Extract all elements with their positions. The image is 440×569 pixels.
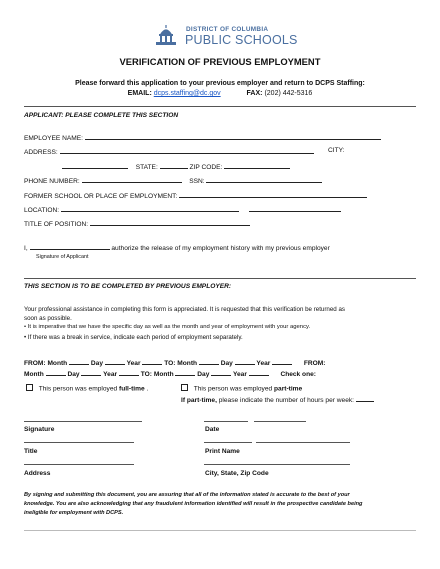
- full-time-prefix: This person was employed: [38, 385, 118, 393]
- footer-line-2: knowledge. You are also acknowledging that any fraudulent information identified will result in the prospective candidate being: [24, 501, 363, 507]
- full-time-label: full-time: [119, 385, 145, 393]
- former-school-row: [24, 191, 367, 200]
- from-month-label: FROM: Month: [24, 360, 68, 367]
- title-position-row: [24, 219, 250, 228]
- footer-line-3: ineligible for employment with DCPS.: [24, 510, 124, 516]
- phone-label: PHONE NUMBER:: [24, 178, 80, 185]
- city-state-zip-line[interactable]: [204, 464, 350, 465]
- month-field-2[interactable]: [46, 369, 66, 376]
- phone-row: [24, 176, 322, 185]
- from-month-field[interactable]: [69, 358, 89, 365]
- month-label-2: Month: [24, 371, 44, 378]
- check-one-label: Check one:: [280, 371, 316, 378]
- date-label: Date: [205, 426, 220, 433]
- state-zip-row: [62, 162, 290, 171]
- authorize-text: authorize the release of my employment history with my previous employer: [111, 245, 330, 252]
- if-part-time-label: If part-time,: [181, 397, 217, 404]
- full-time-suffix: .: [146, 385, 149, 393]
- to-month-label: TO: Month: [164, 360, 198, 367]
- divider: [24, 106, 416, 107]
- ssn-label: SSN:: [189, 178, 205, 185]
- from-day-field[interactable]: [105, 358, 125, 365]
- full-time-option[interactable]: [26, 384, 148, 393]
- applicant-signature-field[interactable]: [30, 243, 110, 250]
- hours-label: please indicate the number of hours per week:: [218, 397, 355, 404]
- print-name-line-2[interactable]: [256, 442, 350, 443]
- from-label-2: FROM:: [303, 360, 326, 367]
- to-month-label-2: TO: Month: [140, 371, 174, 378]
- print-name-label: Print Name: [205, 448, 240, 455]
- bullet-specific-day: • It is imperative that we have the specific day as well as the month and year of employment with your agency.: [24, 324, 311, 330]
- address-row: [24, 147, 314, 156]
- address-field[interactable]: [60, 147, 314, 154]
- capitol-dome-icon: [153, 23, 179, 47]
- date-line-1[interactable]: [204, 421, 248, 422]
- hours-row: [181, 395, 374, 404]
- location-field-2[interactable]: [249, 205, 341, 212]
- title-line[interactable]: [24, 442, 134, 443]
- from-year-label: Year: [126, 360, 141, 367]
- to-month-field-2[interactable]: [175, 369, 195, 376]
- employer-heading: THIS SECTION IS TO BE COMPLETED BY PREVIOUS EMPLOYER:: [24, 283, 232, 290]
- employee-name-field[interactable]: [85, 133, 381, 140]
- part-time-option[interactable]: [181, 384, 302, 393]
- signature-line[interactable]: [24, 421, 142, 422]
- state-field[interactable]: [160, 162, 188, 169]
- to-day-label: Day: [220, 360, 233, 367]
- location-row: [24, 205, 341, 214]
- to-day-field-2[interactable]: [211, 369, 231, 376]
- signature-caption: Signature of Applicant: [36, 254, 89, 260]
- fax-label: FAX:: [246, 90, 263, 97]
- signature-label: Signature: [24, 426, 55, 433]
- instruction-text: Please forward this application to your previous employer and return to DCPS Staffing:: [75, 80, 365, 87]
- contact-line: [0, 90, 440, 97]
- employer-paragraph: Your professional assistance in completing this form is appreciated. It is requested that this verification be returned as: [24, 306, 346, 313]
- employee-name-label: EMPLOYEE NAME:: [24, 135, 83, 142]
- ssn-field[interactable]: [206, 176, 322, 183]
- bottom-divider: [24, 530, 416, 531]
- year-label-2: Year: [103, 371, 118, 378]
- part-time-prefix: This person was employed: [193, 385, 273, 393]
- address-line[interactable]: [24, 464, 134, 465]
- to-day-label-2: Day: [197, 371, 210, 378]
- title-position-label: TITLE OF POSITION:: [24, 221, 89, 228]
- employer-paragraph-cont: soon as possible.: [24, 315, 72, 322]
- city-state-zip-label: City, State, Zip Code: [205, 470, 269, 477]
- divider: [24, 278, 416, 279]
- org-name-bottom: PUBLIC SCHOOLS: [185, 33, 298, 47]
- authorize-prefix: I,: [24, 245, 28, 252]
- bullet-break-service: • If there was a break in service, indicate each period of employment separately.: [24, 334, 243, 341]
- address-label: ADDRESS:: [24, 149, 58, 156]
- to-year-label: Year: [256, 360, 271, 367]
- to-year-label-2: Year: [232, 371, 247, 378]
- footer-line-1: By signing and submitting this document, you are assuring that all of the information stated is accurate to the best of your: [24, 492, 350, 498]
- full-time-checkbox[interactable]: [26, 384, 33, 391]
- day-label-2: Day: [67, 371, 80, 378]
- fax-value: (202) 442-5316: [264, 90, 313, 97]
- zip-field[interactable]: [224, 162, 290, 169]
- employee-name-row: [24, 133, 381, 142]
- location-label: LOCATION:: [24, 207, 60, 214]
- title-position-field[interactable]: [90, 219, 250, 226]
- state-label: STATE:: [135, 164, 158, 171]
- email-label: EMAIL:: [127, 90, 152, 97]
- part-time-checkbox[interactable]: [181, 384, 188, 391]
- city-label: CITY:: [328, 147, 345, 154]
- day-field-2[interactable]: [81, 369, 101, 376]
- to-day-field[interactable]: [235, 358, 255, 365]
- former-school-field[interactable]: [179, 191, 367, 198]
- former-school-label: FORMER SCHOOL OR PLACE OF EMPLOYMENT:: [24, 193, 178, 200]
- location-field[interactable]: [61, 205, 239, 212]
- from-to-row-1: [24, 358, 325, 367]
- from-to-row-2: [24, 369, 316, 378]
- page-title: VERIFICATION OF PREVIOUS EMPLOYMENT: [119, 56, 321, 67]
- from-day-label: Day: [90, 360, 104, 367]
- zip-label: ZIP CODE:: [189, 164, 223, 171]
- date-line-2[interactable]: [254, 421, 306, 422]
- print-name-line-1[interactable]: [204, 442, 252, 443]
- year-field-2[interactable]: [119, 369, 139, 376]
- part-time-label: part-time: [274, 385, 303, 393]
- authorization-row: [24, 243, 330, 252]
- city-field[interactable]: [62, 162, 128, 169]
- address-label-employer: Address: [24, 470, 51, 477]
- from-year-field[interactable]: [142, 358, 162, 365]
- to-year-field-2[interactable]: [249, 369, 269, 376]
- hours-field[interactable]: [356, 395, 374, 402]
- phone-field[interactable]: [82, 176, 182, 183]
- title-label: Title: [24, 448, 38, 455]
- to-year-field[interactable]: [272, 358, 292, 365]
- applicant-heading: APPLICANT: PLEASE COMPLETE THIS SECTION: [24, 112, 179, 119]
- email-link[interactable]: dcps.staffing@dc.gov: [153, 90, 221, 97]
- org-name-top: DISTRICT OF COLUMBIA: [186, 26, 269, 33]
- to-month-field[interactable]: [199, 358, 219, 365]
